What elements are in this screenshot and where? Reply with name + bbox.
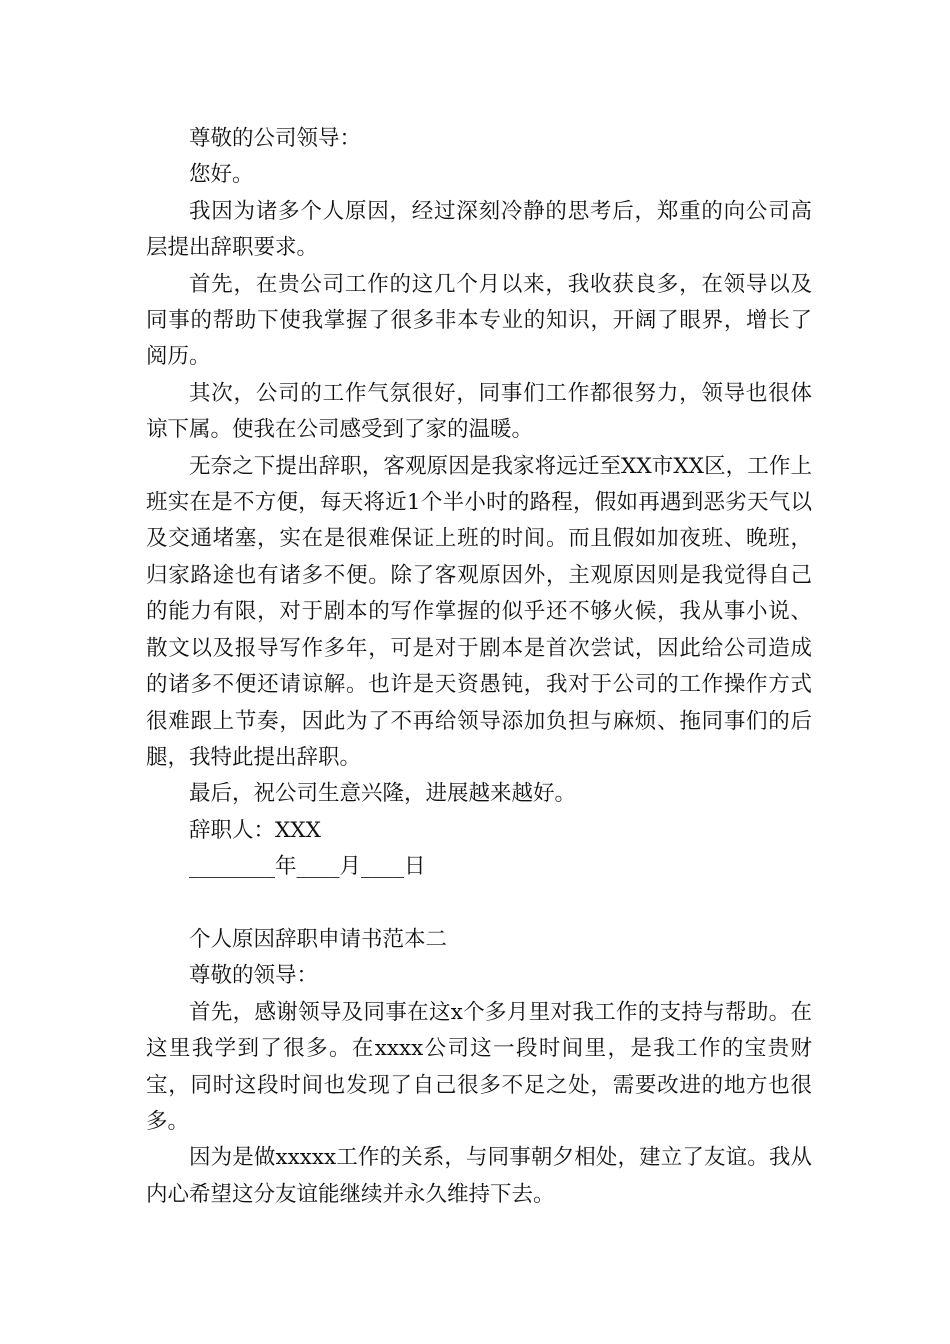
body-paragraph: 我因为诸多个人原因，经过深刻冷静的思考后，郑重的向公司高层提出辞职要求。 bbox=[146, 198, 812, 261]
body-paragraph: 首先，感谢领导及同事在这x个多月里对我工作的支持与帮助。在这里我学到了很多。在xxxx公司这一段时间里，是我工作的宝贵财宝，同时这段时间也发现了自己很多不足之处，需要改进的地方也很多。 bbox=[146, 999, 812, 1134]
closing: 最后，祝公司生意兴隆，进展越来越好。 bbox=[189, 781, 577, 807]
body-paragraph: 因为是做xxxxx工作的关系，与同事朝夕相处，建立了友谊。我从内心希望这分友谊能继续并永久维持下去。 bbox=[146, 1145, 812, 1207]
document-page bbox=[146, 121, 812, 1213]
body-paragraph: 首先，在贵公司工作的这几个月以来，我收获良多，在领导以及同事的帮助下使我掌握了很多非本专业的知识，开阔了眼界，增长了阅历。 bbox=[146, 271, 812, 370]
section-gap bbox=[146, 886, 812, 922]
signature: 辞职人：XXX bbox=[189, 817, 321, 843]
salutation: 尊敬的领导： bbox=[189, 963, 319, 989]
date-line: ________年____月____日 bbox=[189, 854, 426, 880]
body-paragraph: 无奈之下提出辞职，客观原因是我家将远迁至XX市XX区，工作上班实在是不方便，每天将近1个半小时的路程，假如再遇到恶劣天气以及交通堵塞，实在是很难保证上班的时间。而且假如加夜班、晚班，归家路途也有诸多不便。除了客观原因外，主观原因则是我觉得自己的能力有限，对于剧本的写作掌握的似乎还不够火候，我从事小说、散文以及报导写作多年，可是对于剧本是首次尝试，因此给公司造成的诸多不便还请谅解。也许是天资愚钝，我对于公司的工作操作方式很难跟上节奏，因此为了不再给领导添加负担与麻烦、拖同事们的后腿，我特此提出辞职。 bbox=[146, 453, 812, 770]
section-title: 个人原因辞职申请书范本二 bbox=[189, 926, 448, 952]
greeting: 您好。 bbox=[189, 162, 254, 188]
body-paragraph: 其次，公司的工作气氛很好，同事们工作都很努力，领导也很体谅下属。使我在公司感受到了家的温暖。 bbox=[146, 380, 812, 443]
salutation: 尊敬的公司领导： bbox=[189, 126, 362, 151]
